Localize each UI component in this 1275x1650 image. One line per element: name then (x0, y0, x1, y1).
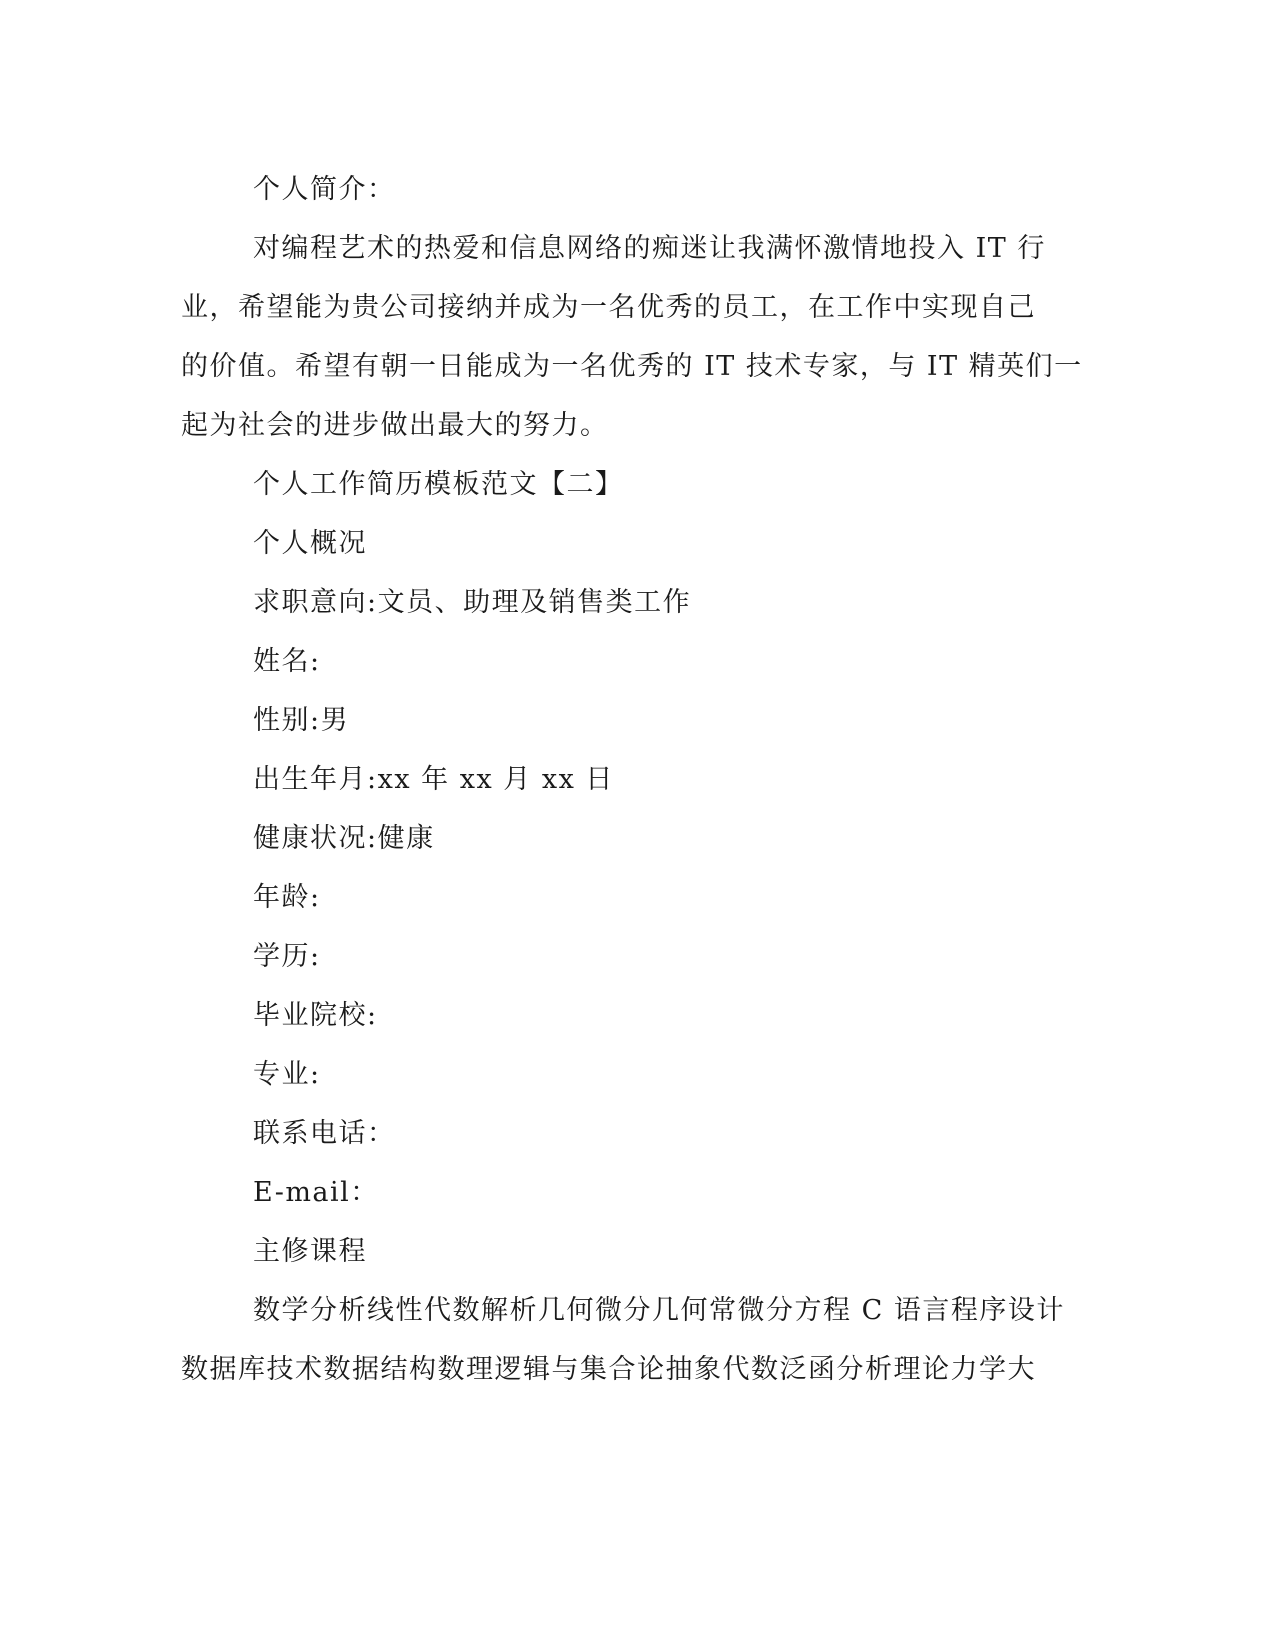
field-value: xx 年 xx 月 xx 日 (377, 764, 614, 795)
field-label: 联系电话： (253, 1118, 396, 1149)
field-job-intention (181, 573, 1081, 632)
field-label: 求职意向: (253, 587, 378, 618)
field-birth-date (181, 750, 1081, 809)
courses-paragraph-line: 数据库技术数据结构数理逻辑与集合论抽象代数泛函分析理论力学大 (181, 1354, 1036, 1385)
field-label: 专业: (253, 1059, 321, 1090)
field-education (181, 927, 1081, 986)
field-email (181, 1163, 1081, 1222)
field-age (181, 868, 1081, 927)
field-label: 学历: (253, 941, 321, 972)
field-major (181, 1045, 1081, 1104)
intro-paragraph-line: 业，希望能为贵公司接纳并成为一名优秀的员工，在工作中实现自己 (181, 292, 1036, 323)
field-gender (181, 691, 1081, 750)
field-value: 男 (320, 705, 350, 736)
field-name (181, 632, 1081, 691)
field-phone (181, 1104, 1081, 1163)
courses-paragraph-line: 数学分析线性代数解析几何微分几何常微分方程 C 语言程序设计 (253, 1295, 1065, 1326)
field-label: 健康状况: (253, 823, 378, 854)
field-health (181, 809, 1081, 868)
field-label: 姓名: (253, 646, 321, 677)
intro-paragraph-line: 对编程艺术的热爱和信息网络的痴迷让我满怀激情地投入 IT 行 (253, 233, 1046, 264)
section-title: 个人工作简历模板范文【二】 (253, 469, 624, 500)
field-school (181, 986, 1081, 1045)
field-label: E-mail： (253, 1177, 379, 1208)
field-label: 性别: (253, 705, 321, 736)
overview-heading: 个人概况 (253, 528, 367, 559)
field-value: 文员、助理及销售类工作 (377, 587, 692, 618)
field-label: 出生年月: (253, 764, 378, 795)
intro-paragraph-line: 的价值。希望有朝一日能成为一名优秀的 IT 技术专家，与 IT 精英们一 (181, 351, 1083, 382)
intro-paragraph-line: 起为社会的进步做出最大的努力。 (181, 410, 609, 441)
intro-heading: 个人简介： (253, 174, 396, 205)
field-label: 年龄: (253, 882, 321, 913)
field-value: 健康 (377, 823, 435, 854)
document-body (181, 160, 1081, 1399)
courses-heading: 主修课程 (253, 1236, 367, 1267)
field-label: 毕业院校: (253, 1000, 378, 1031)
